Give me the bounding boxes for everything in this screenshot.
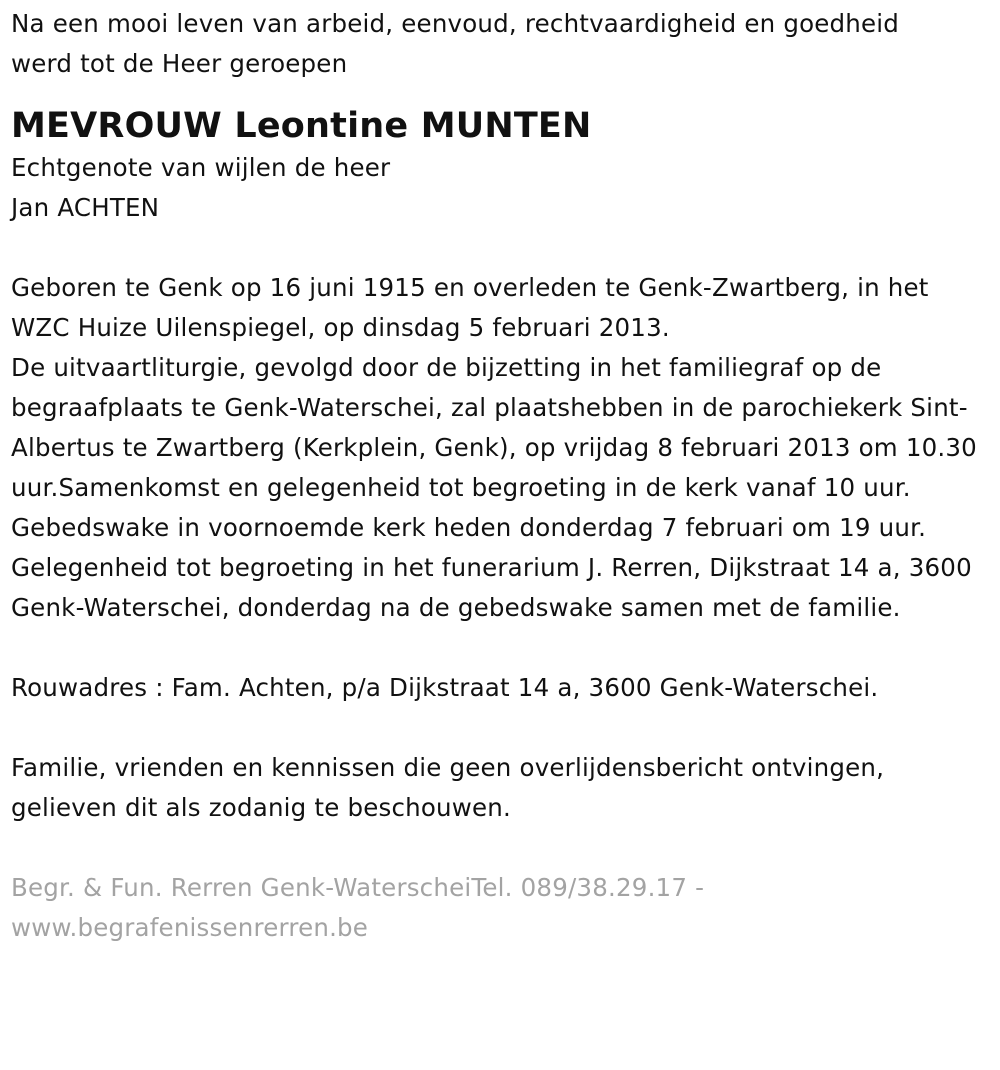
spouse-line-1: Echtgenote van wijlen de heer xyxy=(11,153,391,182)
deceased-name: MEVROUW Leontine MUNTEN xyxy=(11,106,592,146)
funeral-paragraph: De uitvaartliturgie, gevolgd door de bijzetting in het familiegraf op de begraafplaats te Genk-Waterschei, zal plaatshebben in de parochiekerk Sint-Albertus te Zwartberg (Kerkplein, Genk), op vrijdag 8 februari 2013 om 10.30 uur.Samenkomst en gelegenheid tot begroeting in de kerk vanaf 10 uur. xyxy=(11,353,977,502)
footer-line-1: Begr. & Fun. Rerren Genk-WaterscheiTel. 089/38.29.17 - xyxy=(11,873,705,902)
intro-line-1: Na een mooi leven van arbeid, eenvoud, rechtvaardigheid en goedheid xyxy=(11,9,900,38)
spouse-info xyxy=(11,148,991,228)
spacer xyxy=(11,228,991,268)
intro-text xyxy=(11,4,991,84)
viewing-paragraph: Gelegenheid tot begroeting in het funerarium J. Rerren, Dijkstraat 14 a, 3600 Genk-Waterschei, donderdag na de gebedswake samen met de familie. xyxy=(11,553,972,622)
intro-line-2: werd tot de Heer geroepen xyxy=(11,49,348,78)
closing-paragraph: Familie, vrienden en kennissen die geen overlijdensbericht ontvingen, gelieven dit als zodanig te beschouwen. xyxy=(11,753,885,822)
death-notice xyxy=(11,4,991,948)
wake-paragraph: Gebedswake in voornoemde kerk heden donderdag 7 februari om 19 uur. xyxy=(11,513,927,542)
spacer xyxy=(11,828,991,868)
birth-death-paragraph: Geboren te Genk op 16 juni 1915 en overleden te Genk-Zwartberg, in het WZC Huize Uilenspiegel, op dinsdag 5 februari 2013. xyxy=(11,273,929,342)
mourning-address: Rouwadres : Fam. Achten, p/a Dijkstraat 14 a, 3600 Genk-Waterschei. xyxy=(11,673,879,702)
footer-website-link[interactable]: www.begrafenissenrerren.be xyxy=(11,913,369,942)
spouse-line-2: Jan ACHTEN xyxy=(11,193,160,222)
funeral-home-footer xyxy=(11,868,991,948)
spacer xyxy=(11,628,991,668)
spacer xyxy=(11,708,991,748)
